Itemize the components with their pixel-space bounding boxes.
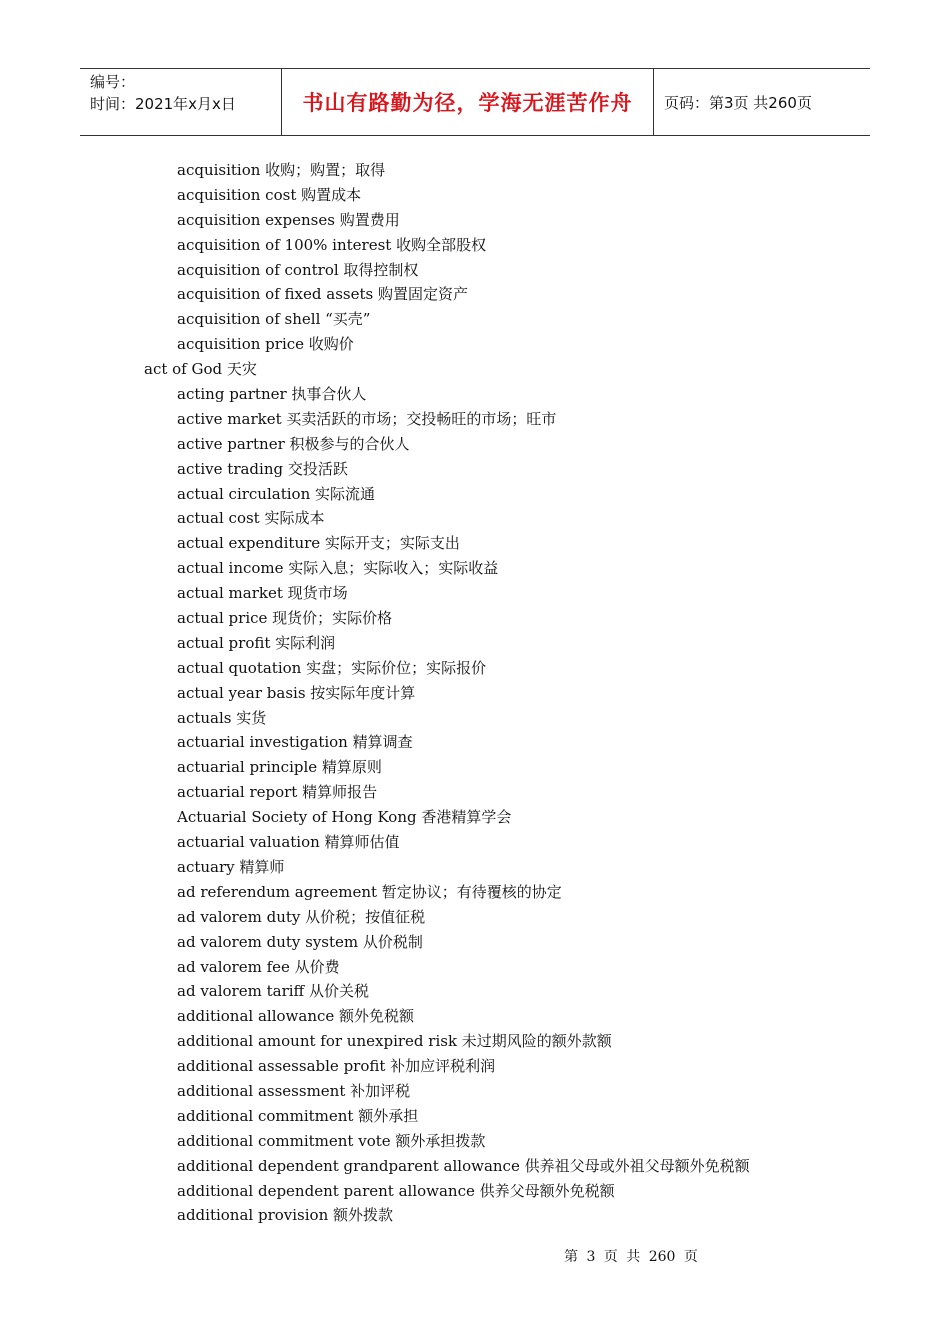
header-page-info: 页码：第3页 共260页 [664,93,812,112]
glossary-entry: acquisition cost 购置成本 [177,185,362,204]
glossary-entry: actual cost 实际成本 [177,509,325,528]
glossary-entry: ad valorem tariff 从价关税 [177,982,369,1001]
glossary-entry: active trading 交投活跃 [177,459,348,478]
glossary-entry: acting partner 执事合伙人 [177,385,367,404]
glossary-entry: actual profit 实际利润 [177,633,336,652]
glossary-entry: actuals 实货 [177,708,267,727]
glossary-entry: ad valorem duty system 从价税制 [177,932,423,951]
glossary-entry: Actuarial Society of Hong Kong 香港精算学会 [177,808,512,827]
glossary-entry: actual quotation 实盘；实际价位；实际报价 [177,658,487,677]
glossary-entry: ad referendum agreement 暂定协议；有待覆核的协定 [177,882,562,901]
glossary-entry: acquisition of control 取得控制权 [177,260,419,279]
glossary-entry: actual year basis 按实际年度计算 [177,683,416,702]
glossary-entry: acquisition of shell “买壳” [177,310,371,329]
glossary-entry: active market 买卖活跃的市场；交投畅旺的市场；旺市 [177,409,557,428]
header-meta [80,69,282,135]
glossary-entry: actual market 现货市场 [177,584,348,603]
glossary-entry: additional commitment vote 额外承担拨款 [177,1131,486,1150]
glossary-entry: ad valorem fee 从价费 [177,957,340,976]
glossary-entry: actual price 现货价；实际价格 [177,609,393,628]
glossary-entry: acquisition expenses 购置费用 [177,210,400,229]
glossary-entry: additional dependent grandparent allowance 供养祖父母或外祖父母额外免税额 [177,1156,750,1175]
glossary-entry: additional amount for unexpired risk 未过期风险的额外款额 [177,1032,612,1051]
glossary-entry: actual circulation 实际流通 [177,484,375,503]
glossary-entry: actuary 精算师 [177,857,285,876]
glossary-entry: actuarial valuation 精算师估值 [177,833,400,852]
glossary-entry: ad valorem duty 从价税；按值征税 [177,907,426,926]
glossary-entry: additional allowance 额外免税额 [177,1007,415,1026]
page-footer: 第 3 页 共 260 页 [564,1249,698,1265]
header-motto: 书山有路勤为径，学海无涯苦作舟 [282,69,654,135]
glossary-entry: acquisition price 收购价 [177,335,354,354]
glossary-list [0,158,950,1228]
glossary-entry: actuarial report 精算师报告 [177,783,378,802]
glossary-entry: additional commitment 额外承担 [177,1106,419,1125]
glossary-entry: actual income 实际入息；实际收入；实际收益 [177,559,499,578]
number-label: 编号： [90,73,136,91]
glossary-entry: acquisition of 100% interest 收购全部股权 [177,235,487,254]
page-header [80,68,870,136]
glossary-entry: acquisition of fixed assets 购置固定资产 [177,285,468,304]
time-label: 时间：2021年x月x日 [90,95,236,113]
glossary-entry: acquisition 收购；购置；取得 [177,161,386,179]
glossary-entry: active partner 积极参与的合伙人 [177,434,410,453]
glossary-entry: actuarial investigation 精算调查 [177,733,413,752]
glossary-entry: act of God 天灾 [144,360,257,379]
glossary-entry: actual expenditure 实际开支；实际支出 [177,534,460,553]
glossary-entry: additional dependent parent allowance 供养父母额外免税额 [177,1181,615,1200]
glossary-entry: additional assessable profit 补加应评税利润 [177,1057,496,1076]
glossary-entry: additional provision 额外拨款 [177,1206,393,1225]
glossary-entry: additional assessment 补加评税 [177,1081,411,1100]
glossary-entry: actuarial principle 精算原则 [177,758,382,777]
